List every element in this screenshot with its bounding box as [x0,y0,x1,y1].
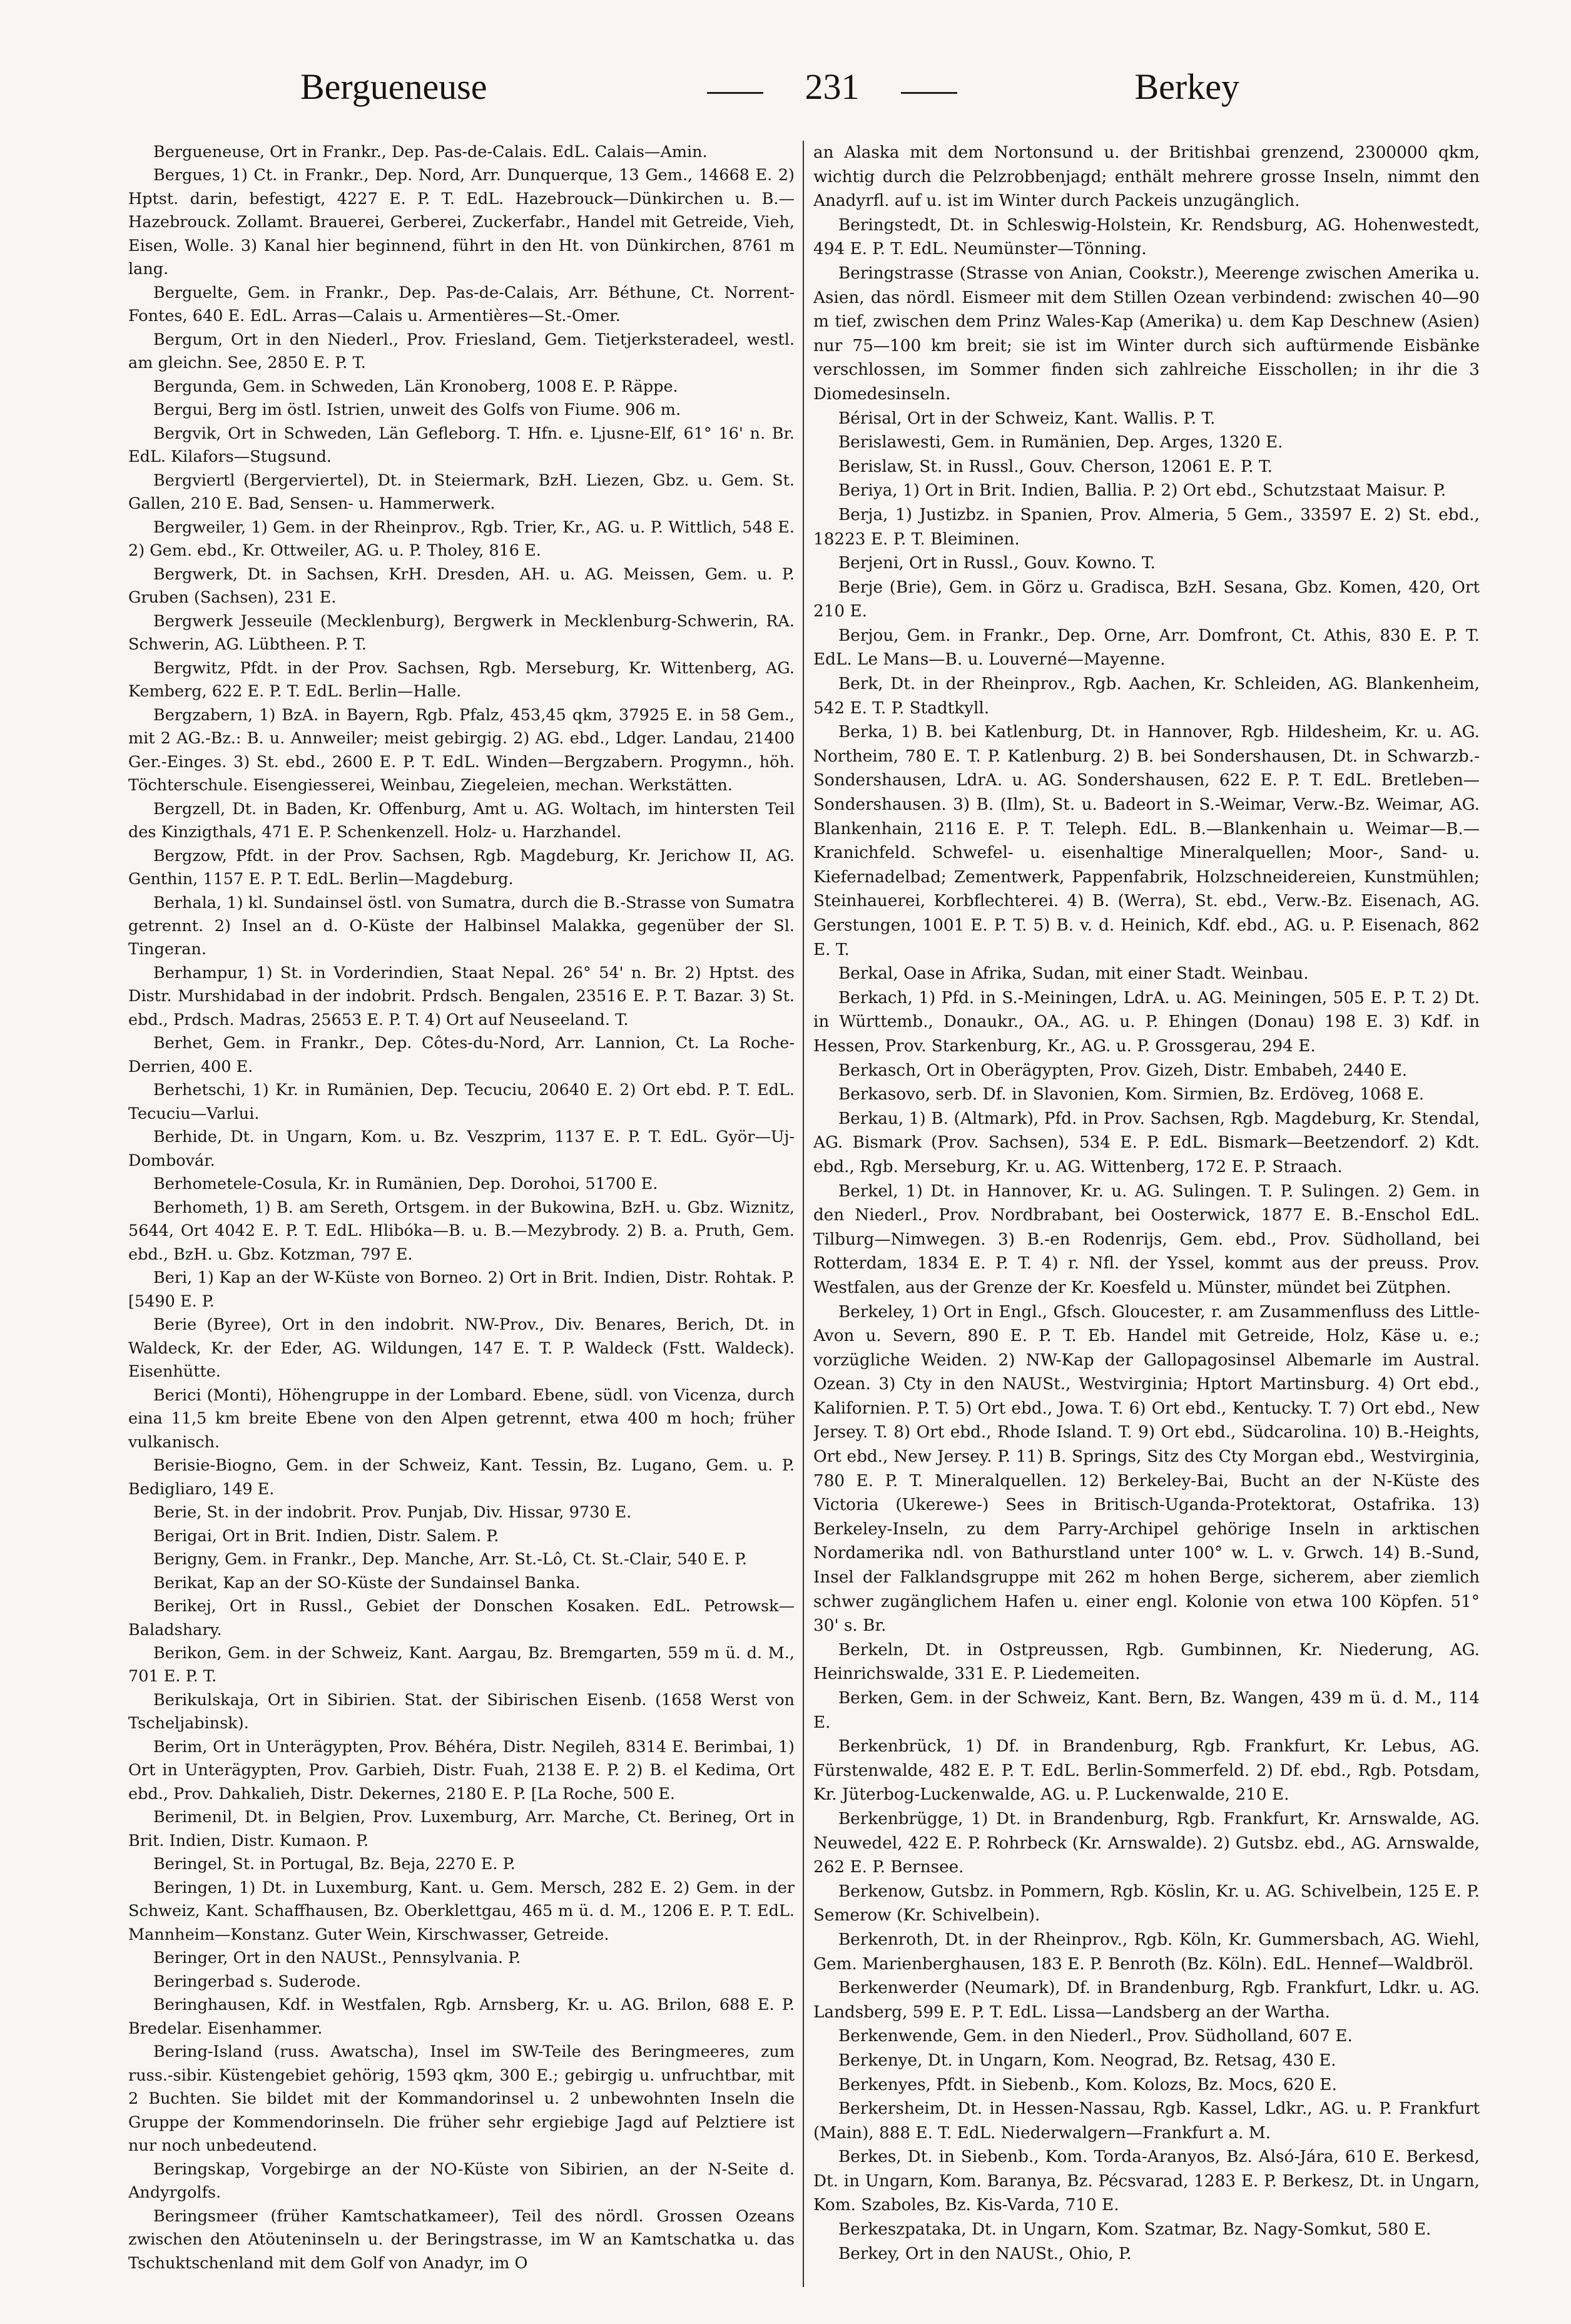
entry: Bergviertl (Bergerviertel), Dt. in Steiermark, BzH. Liezen, Gbz. u. Gem. St. Gallen, 210 E. Bad, Sensen- u. Hammerwerk. [128,471,795,514]
entry: Berkach, 1) Pfd. in S.-Meiningen, LdrA. u. AG. Meiningen, 505 E. P. T. 2) Dt. in Württemb., Donaukr., OA., AG. u. P. Ehingen (Donau) 198 E. 3) Kdf. in Hessen, Prov. Starkenburg, Kr., AG. u. P. Grossgerau, 294 E. [813,988,1480,1056]
entry: Berjou, Gem. in Frankr., Dep. Orne, Arr. Domfront, Ct. Athis, 830 E. P. T. EdL. Le Mans—B. u. Louverné—Mayenne. [813,626,1480,670]
entry: Bergueneuse, Ort in Frankr., Dep. Pas-de-Calais. EdL. Calais—Amin. [153,143,708,161]
entry: Bering-Island (russ. Awatscha), Insel im SW-Teile des Beringmeeres, zum russ.-sibir. Küstengebiet gehörig, 1593 qkm, 300 E.; gebirgig u. unfruchtbar, mit 2 Buchten. Sie bildet mit der Kommandorinsel u. 2 unbewohnten Inseln die Gruppe der Kommendorinseln. Die früher sehr ergiebige Jagd auf Pelztiere ist nur noch unbedeutend. [128,2042,795,2156]
entry: Beringer, Ort in den NAUSt., Pennsylvania. P. [153,1949,521,1968]
entry: Berkenye, Dt. in Ungarn, Kom. Neograd, Bz. Retsag, 430 E. [838,2051,1336,2070]
entry: Bergvik, Ort in Schweden, Län Gefleborg. T. Hfn. e. Ljusne-Elf, 61° 16' n. Br. EdL. Kilafors—Stugsund. [128,424,795,467]
entry: Berigny, Gem. in Frankr., Dep. Manche, Arr. St.-Lô, Ct. St.-Clair, 540 E. P. [153,1550,748,1569]
entry: Berja, 1) Justizbz. in Spanien, Prov. Almeria, 5 Gem., 33597 E. 2) St. ebd., 18223 E. P. T. Bleiminen. [813,505,1480,549]
entry: Berkey, Ort in den NAUSt., Ohio, P. [838,2244,1132,2263]
entry: Berkasovo, serb. Df. in Slavonien, Kom. Sirmien, Bz. Erdöveg, 1068 E. [838,1085,1425,1104]
entry: Berikulskaja, Ort in Sibirien. Stat. der Sibirischen Eisenb. (1658 Werst von Tscheljabinsk). [128,1690,795,1733]
entry: Berkenyes, Pfdt. in Siebenb., Kom. Kolozs, Bz. Mocs, 620 E. [838,2075,1337,2094]
entry: Beringskap, Vorgebirge an der NO-Küste von Sibirien, an der N-Seite d. Andyrgolfs. [128,2159,795,2203]
entry: Berislaw, St. in Russl., Gouv. Cherson, 12061 E. P. T. [838,457,1273,476]
entry: Berka, 1) B. bei Katlenburg, Dt. in Hannover, Rgb. Hildesheim, Kr. u. AG. Northeim, 780 E. T. P. Katlenburg. 2) B. bei Sondershausen, Dt. in Schwarzb.-Sondershausen, LdrA. u. AG. Sondershausen, 622 E. P. T. EdL. Bretleben—Sondershausen. 3) B. (Ilm), St. u. Badeort in S.-Weimar, Verw.-Bz. Weimar, AG. Blankenhain, 2116 E. P. T. Teleph. EdL. B.—Blankenhain u. Weimar—B.—Kranichfeld. Schwefel- u. eisenhaltige Mineralquellen; Moor-, Sand- u. Kiefernadelbad; Zementwerk, Pappenfabrik, Holzschneidereien, Kunstmühlen; Steinhauerei, Korbflechterei. 4) B. (Werra), St. ebd., Verw.-Bz. Eisenach, AG. Gerstungen, 1001 E. P. T. 5) B. v. d. Heinich, Kdf. ebd., AG. u. P. Eisenach, 862 E. T. [813,723,1480,959]
entry: Bergzow, Pfdt. in der Prov. Sachsen, Rgb. Magdeburg, Kr. Jerichow II, AG. Genthin, 1157 E. P. T. EdL. Berlin—Magdeburg. [128,846,795,889]
entry: Bergzell, Dt. in Baden, Kr. Offenburg, Amt u. AG. Woltach, im hintersten Teil des Kinzigthals, 471 E. P. Schenkenzell. Holz- u. Harzhandel. [128,799,795,842]
page-number: 231 [751,66,913,108]
entry: Berhetschi, 1) Kr. in Rumänien, Dep. Tecuciu, 20640 E. 2) Ort ebd. P. T. EdL. Tecuciu—Varlui. [128,1081,795,1123]
entry: Berkenwerder (Neumark), Df. in Brandenburg, Rgb. Frankfurt, Ldkr. u. AG. Landsberg, 599 E. P. T. EdL. Lissa—Landsberg an der Wartha. [813,1979,1480,2022]
entry: Berkau, 1) B. (Altmark), Pfd. in Prov. Sachsen, Rgb. Magdeburg, Kr. Stendal, AG. Bismark (Prov. Sachsen), 534 E. P. EdL. Bismark—Beetzendorf. 2) Kdt. ebd., Rgb. Merseburg, Kr. u. AG. Wittenberg, 172 E. P. Straach. [813,1109,1480,1176]
entry: Bergwerk Jesseuile (Mecklenburg), Bergwerk in Mecklenburg-Schwerin, RA. Schwerin, AG. Lübtheen. P. T. [128,611,795,655]
header-first-entry: Bergueneuse [300,66,487,107]
entry: Berkeszpataka, Dt. in Ungarn, Kom. Szatmar, Bz. Nagy-Somkut, 580 E. [838,2220,1431,2240]
entry: Berhampur, 1) St. in Vorderindien, Staat Nepal. 26° 54' n. Br. 2) Hptst. des Distr. Murshidabad in der indobrit. Prdsch. Bengalen, 23516 E. P. T. Bazar. 3) St. ebd., Prdsch. Madras, 25653 E. P. T. 4) Ort auf Neuseeland. T. [128,963,795,1029]
entry: Berikej, Ort in Russl., Gebiet der Donschen Kosaken. EdL. Petrowsk—Baladshary. [128,1597,795,1639]
entry: Berislawesti, Gem. in Rumänien, Dep. Arges, 1320 E. [838,433,1283,452]
entry: Berhometh, 1) B. am Sereth, Ortsgem. in der Bukowina, BzH. u. Gbz. Wiznitz, 5644, Ort 4042 E. P. T. EdL. Hlibóka—B. u. B.—Mezybrody. 2) B. a. Pruth, Gem. ebd., BzH. u. Gbz. Kotzman, 797 E. [128,1198,795,1264]
running-header [125,59,1446,128]
entry: Berje (Brie), Gem. in Görz u. Gradisca, BzH. Sesana, Gbz. Komen, 420, Ort 210 E. [813,578,1480,621]
entry: Berkenbrück, 1) Df. in Brandenburg, Rgb. Frankfurt, Kr. Lebus, AG. Fürstenwalde, 482 E. P. T. EdL. Berlin-Sommerfeld. 2) Df. ebd., Rgb. Potsdam, Kr. Jüterbog-Luckenwalde, AG. u. P. Luckenwalde, 210 E. [813,1737,1480,1805]
entry: Berkasch, Ort in Oberägypten, Prov. Gizeh, Distr. Embabeh, 2440 E. [838,1061,1408,1080]
entry: Bergues, 1) Ct. in Frankr., Dep. Nord, Arr. Dunquerque, 13 Gem., 14668 E. 2) Hptst. darin, befestigt, 4227 E. P. T. EdL. Hazebrouck—Dünkirchen u. B.—Hazebrouck. Zollamt. Brauerei, Gerberei, Zuckerfabr., Handel mit Getreide, Vieh, Eisen, Wolle. 3) Kanal hier beginnend, führt in den Ht. von Dünkirchen, 8761 m lang. [128,166,795,279]
entry: Berkal, Oase in Afrika, Sudan, mit einer Stadt. Weinbau. [838,964,1309,984]
entry: Beringstedt, Dt. in Schleswig-Holstein, Kr. Rendsburg, AG. Hohenwestedt, 494 E. P. T. EdL. Neumünster—Tönning. [813,215,1480,259]
entry: Berhet, Gem. in Frankr., Dep. Côtes-du-Nord, Arr. Lannion, Ct. La Roche-Derrien, 400 E. [128,1034,795,1076]
entry: Bergum, Ort in den Niederl., Prov. Friesland, Gem. Tietjerksteradeel, westl. am gleichn. See, 2850 E. P. T. [128,330,795,373]
entry: Berhometele-Cosula, Kr. in Rumänien, Dep. Dorohoi, 51700 E. [153,1175,658,1194]
entry: Beringen, 1) Dt. in Luxemburg, Kant. u. Gem. Mersch, 282 E. 2) Gem. in der Schweiz, Kant. Schaffhausen, Bz. Oberklettgau, 465 m ü. d. M., 1206 E. P. T. EdL. Mannheim—Konstanz. Guter Wein, Kirschwasser, Getreide. [128,1878,795,1944]
entry: Bergweiler, 1) Gem. in der Rheinprov., Rgb. Trier, Kr., AG. u. P. Wittlich, 548 E. 2) Gem. ebd., Kr. Ottweiler, AG. u. P. Tholey, 816 E. [128,517,795,561]
entry: Beri, 1) Kap an der W-Küste von Borneo. 2) Ort in Brit. Indien, Distr. Rohtak. P. [5490 E. P. [128,1268,795,1311]
entry: Berkenow, Gutsbz. in Pommern, Rgb. Köslin, Kr. u. AG. Schivelbein, 125 E. P. Semerow (Kr. Schivelbein). [813,1882,1480,1925]
entry: Bergui, Berg im östl. Istrien, unweit des Golfs von Fiume. 906 m. [153,400,681,420]
header-last-entry: Berkey [1134,66,1239,107]
entry: Berkenwende, Gem. in den Niederl., Prov. Südholland, 607 E. [838,2027,1353,2046]
entry: Berie (Byree), Ort in den indobrit. NW-Prov., Div. Benares, Berich, Dt. in Waldeck, Kr. der Eder, AG. Wildungen, 147 E. T. P. Waldeck (Fstt. Waldeck). Eisenhütte. [128,1315,795,1382]
entry: Berim, Ort in Unterägypten, Prov. Béhéra, Distr. Negileh, 8314 E. Berimbai, 1) Ort in Unterägypten, Prov. Garbieh, Distr. Fuah, 2138 E. P. 2) B. el Kedima, Ort ebd., Prov. Dahkalieh, Distr. Dekernes, 2180 E. P. [La Roche, 500 E. [128,1737,795,1803]
entry: Beringerbad s. Suderode. [153,1972,361,1991]
entry: Berkenroth, Dt. in der Rheinprov., Rgb. Köln, Kr. Gummersbach, AG. Wiehl, Gem. Marienberghausen, 183 E. P. Benroth (Bz. Köln). EdL. Hennef—Waldbröl. [813,1930,1480,1974]
right-column [813,141,1480,2287]
entry: Berie, St. in der indobrit. Prov. Punjab, Div. Hissar, 9730 E. [153,1503,632,1522]
entry: Bérisal, Ort in der Schweiz, Kant. Wallis. P. T. [838,409,1216,428]
entry: Berguelte, Gem. in Frankr., Dep. Pas-de-Calais, Arr. Béthune, Ct. Norrent-Fontes, 640 E. EdL. Arras—Calais u. Armentières—St.-Omer. [128,283,795,326]
entry: Berikat, Kap an der SO-Küste der Sundainsel Banka. [153,1573,581,1593]
entry: Bergwitz, Pfdt. in der Prov. Sachsen, Rgb. Merseburg, Kr. Wittenberg, AG. Kemberg, 622 E. P. T. EdL. Berlin—Halle. [128,658,795,701]
entry: Berkes, Dt. in Siebenb., Kom. Torda-Aranyos, Bz. Alsó-Jára, 610 E. Berkesd, Dt. in Ungarn, Kom. Baranya, Bz. Pécsvarad, 1283 E. P. Berkesz, Dt. in Ungarn, Kom. Szaboles, Bz. Kis-Varda, 710 E. [813,2148,1480,2215]
entry: Beriya, 1) Ort in Brit. Indien, Ballia. P. 2) Ort ebd., Schutzstaat Maisur. P. [838,481,1446,501]
entry: Bergunda, Gem. in Schweden, Län Kronoberg, 1008 E. P. Räppe. [153,377,678,396]
entry: Bergwerk, Dt. in Sachsen, KrH. Dresden, AH. u. AG. Meissen, Gem. u. P. Gruben (Sachsen), 231 E. [128,564,795,608]
column-divider [803,141,804,2287]
entry: Berkeley, 1) Ort in Engl., Gfsch. Gloucester, r. am Zusammenfluss des Little-Avon u. Severn, 890 E. P. T. Eb. Handel mit Getreide, Holz, Käse u. e.; vorzügliche Weiden. 2) NW-Kap der Gallopagosinsel Albemarle im Austral. Ozean. 3) Cty in den NAUSt., Westvirginia; Hptort Martinsburg. 4) Ort ebd., Kalifornien. P. T. 5) Ort ebd., Jowa. T. 6) Ort ebd., Kentucky. T. 7) Ort ebd., New Jersey. T. 8) Ort ebd., Rhode Island. T. 9) Ort ebd., Südcarolina. 10) B.-Heights, Ort ebd., New Jersey. P. 11) B. Springs, Sitz des Cty Morgan ebd., Westvirginia, 780 E. P. T. Mineralquellen. 12) Berkeley-Bai, Bucht an der N-Küste des Victoria (Ukerewe-) Sees in Britisch-Uganda-Protektorat, Ostafrika. 13) Berkeley-Inseln, zu dem Parry-Archipel gehörige Inseln in arktischen Nordamerika ndl. von Bathurstland unter 100° w. L. v. Grwch. 14) B.-Sund, Insel der Falklandsgruppe mit 262 m hohen Berge, sicherem, aber ziemlich schwer zugänglichem Hafen u. einer engl. Kolonie von etwa 100 Köpfen. 51° 30' s. Br. [813,1302,1480,1636]
entry: Berken, Gem. in der Schweiz, Kant. Bern, Bz. Wangen, 439 m ü. d. M., 114 E. [813,1689,1480,1732]
entry: Berici (Monti), Höhengruppe in der Lombard. Ebene, südl. von Vicenza, durch eina 11,5 km breite Ebene von den Alpen getrennt, etwa 400 m hoch; früher vulkanisch. [128,1385,795,1452]
entry: Beringel, St. in Portugal, Bz. Beja, 2270 E. P. [153,1855,516,1874]
entry: Beringsmeer (früher Kamtschatkameer), Teil des nördl. Grossen Ozeans zwischen den Atöuteninseln u. der Beringstrasse, im W an Kamtschatka u. das Tschuktschenland mit dem Golf von Anadyr, im O [128,2206,795,2273]
entry: Berkersheim, Dt. in Hessen-Nassau, Rgb. Kassel, Ldkr., AG. u. P. Frankfurt (Main), 888 E. T. EdL. Niederwalgern—Frankfurt a. M. [813,2099,1480,2143]
entry: Berhide, Dt. in Ungarn, Kom. u. Bz. Veszprim, 1137 E. P. T. EdL. Györ—Uj-Dombovár. [128,1128,795,1170]
entry: Beringhausen, Kdf. in Westfalen, Rgb. Arnsberg, Kr. u. AG. Brilon, 688 E. P. Bredelar. Eisenhammer. [128,1995,795,2038]
entry: Bergzabern, 1) BzA. in Bayern, Rgb. Pfalz, 453,45 qkm, 37925 E. in 58 Gem., mit 2 AG.-Bz.: B. u. Annweiler; meist gebirgig. 2) AG. ebd., Ldger. Landau, 21400 Ger.-Einges. 3) St. ebd., 2600 E. P. T. EdL. Winden—Bergzabern. Progymn., höh. Töchterschule. Eisengiesserei, Weinbau, Ziegeleien, mechan. Werkstätten. [128,705,795,795]
entry: Berisie-Biogno, Gem. in der Schweiz, Kant. Tessin, Bz. Lugano, Gem. u. P. Bedigliaro, 149 E. [128,1456,795,1499]
entry: Berimenil, Dt. in Belgien, Prov. Luxemburg, Arr. Marche, Ct. Berineg, Ort in Brit. Indien, Distr. Kumaon. P. [128,1808,795,1850]
entry: an Alaska mit dem Nortonsund u. der Britishbai grenzend, 2300000 qkm, wichtig durch die Pelzrobbenjagd; enthält mehrere grosse Inseln, nimmt den Anadyrfl. auf u. ist im Winter durch Packeis unzugänglich. [813,143,1480,211]
entry: Berjeni, Ort in Russl., Gouv. Kowno. T. [838,554,1156,573]
entry: Berigai, Ort in Brit. Indien, Distr. Salem. P. [153,1526,499,1546]
entry: Beringstrasse (Strasse von Anian, Cookstr.), Meerenge zwischen Amerika u. Asien, das nördl. Eismeer mit dem Stillen Ozean verbindend: zwischen 40—90 m tief, zwischen dem Prinz Wales-Kap (Amerika) u. dem Kap Deschnew (Asien) nur 75—100 km breit; sie ist im Winter durch sich auftürmende Eisbänke verschlossen, im Sommer finden sich zahlreiche Eisschollen; in ihr die 3 Diomedesinseln. [813,263,1480,404]
entry: Berhala, 1) kl. Sundainsel östl. von Sumatra, durch die B.-Strasse von Sumatra getrennt. 2) Insel an d. O-Küste der Halbinsel Malakka, gegenüber der Sl. Tingeran. [128,893,795,959]
entry: Berk, Dt. in der Rheinprov., Rgb. Aachen, Kr. Schleiden, AG. Blankenheim, 542 E. T. P. Stadtkyll. [813,675,1480,718]
entry: Berkeln, Dt. in Ostpreussen, Rgb. Gumbinnen, Kr. Niederung, AG. Heinrichswalde, 331 E. P. Liedemeiten. [813,1640,1480,1684]
entry: Berikon, Gem. in der Schweiz, Kant. Aargau, Bz. Bremgarten, 559 m ü. d. M., 701 E. P. T. [128,1644,795,1686]
left-column [128,141,795,2287]
entry: Berkenbrügge, 1) Dt. in Brandenburg, Rgb. Frankfurt, Kr. Arnswalde, AG. Neuwedel, 422 E. P. Rohrbeck (Kr. Arnswalde). 2) Gutsbz. ebd., AG. Arnswalde, 262 E. P. Bernsee. [813,1809,1480,1877]
entry: Berkel, 1) Dt. in Hannover, Kr. u. AG. Sulingen. T. P. Sulingen. 2) Gem. in den Niederl., Prov. Nordbrabant, bei Oosterwick, 1877 E. B.-Enschol EdL. Tilburg—Nimwegen. 3) B.-en Rodenrijs, Gem. ebd., Prov. Südholland, bei Rotterdam, 1834 E. P. T. 4) r. Nfl. der Yssel, kommt aus der preuss. Prov. Westfalen, aus der Grenze der Kr. Koesfeld u. Münster, mündet bei Zütphen. [813,1181,1480,1297]
